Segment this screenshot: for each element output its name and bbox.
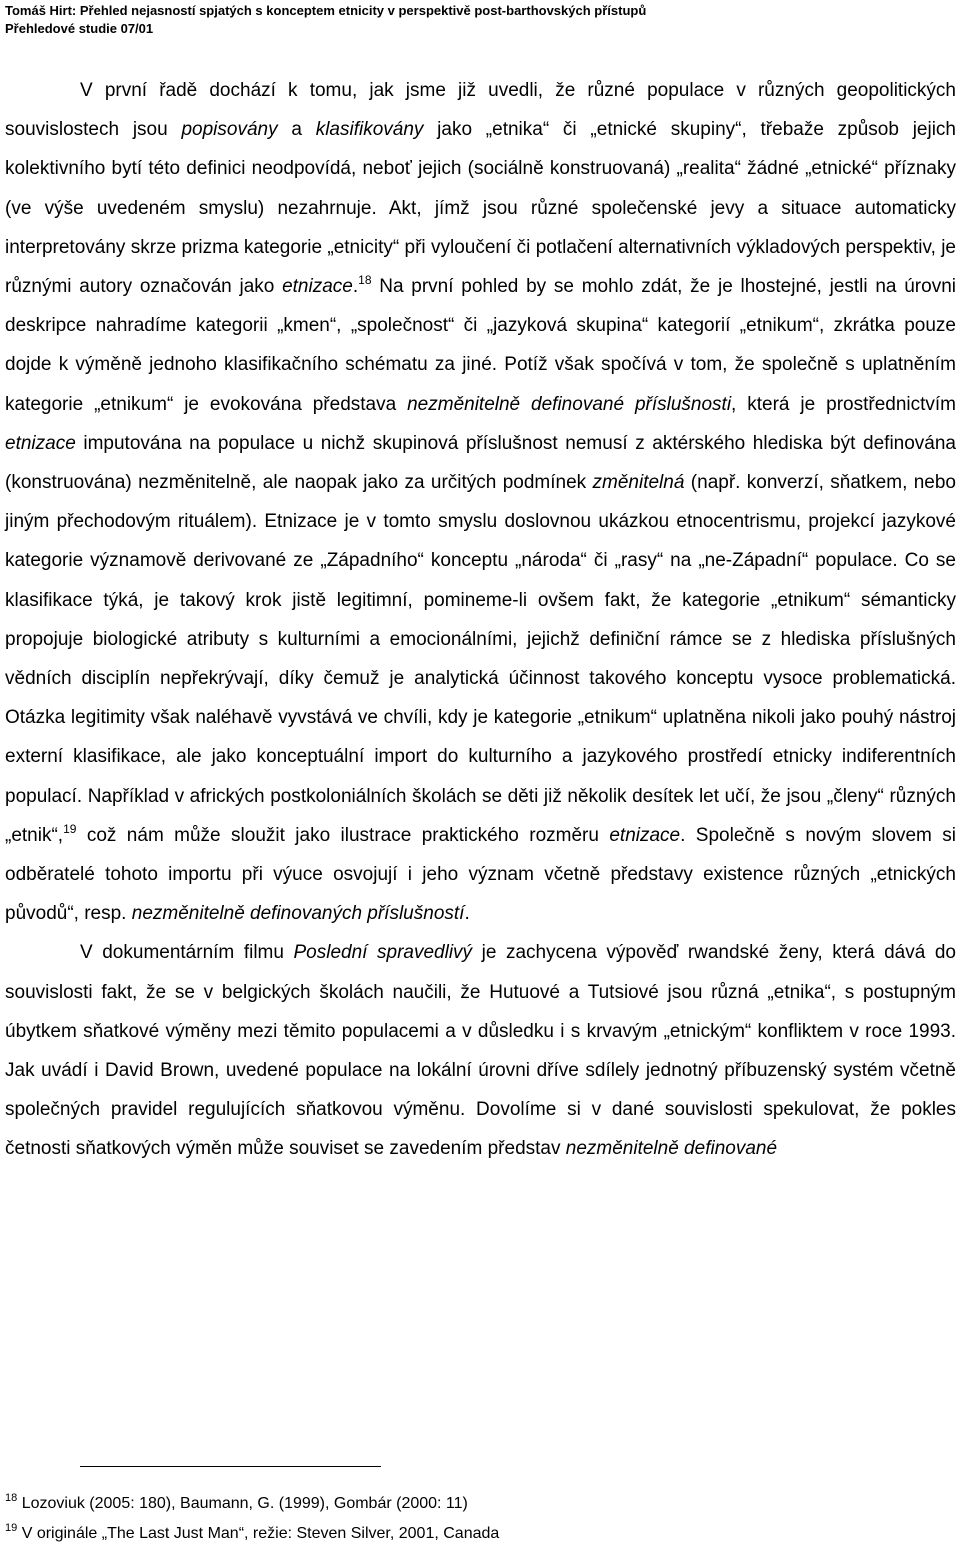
footnote-18 xyxy=(5,1489,945,1519)
text-run: (např. konverzí, sňatkem, nebo jiným přechodovým rituálem). Etnizace je v tomto smyslu doslovnou ukázkou etnocentrismu, projekcí jazykové kategorie významově derivované ze „Západního“ konceptu „národa“ či „rasy“ na „ne-Západní“ populace. Co se klasifikace týká, je takový krok jistě legitimní, pomineme-li ovšem fakt, že kategorie „etnikum“ sémanticky propojuje biologické atributy s kulturními a emocionálními, jejichž definiční rámce se z hlediska příslušných vědních disciplín nepřekrývají, díky čemuž je analytická účinnost takového konceptu vysoce problematická. Otázka legitimity však naléhavě vyvstává ve chvíli, kdy je kategorie „etnikum“ uplatněna nikoli jako pouhý nástroj externí klasifikace, ale jako konceptuální import do kulturního a jazykového prostředí etnicky indiferentních populací. Například v afrických postkoloniálních školách se děti již několik desítek let učí, že jsou „členy“ různých „etnik“, xyxy=(5,472,956,846)
text-run: a xyxy=(277,119,316,141)
italic-term: změnitelná xyxy=(592,472,685,494)
italic-term: etnizace xyxy=(609,824,681,846)
film-title: Poslední spravedlivý xyxy=(293,942,473,964)
text-run: je zachycena výpověď rwandské ženy, která dává do souvislosti fakt, že se v belgických školách naučili, že Hutuové a Tutsiové jsou různá „etnika“, s postupným úbytkem sňatkové výměny mezi těmito populacemi a v důsledku i s krvavým „etnickým“ konfliktem v roce 1993. Jak uvádí i David Brown, uvedené populace na lokální úrovni dříve sdílely jednotný příbuzenský systém včetně společných pravidel regulujících sňatkovou výměnu. Dovolíme si v dané souvislosti spekulovat, že pokles četnosti sňatkových výměn může souviset se zavedením představ xyxy=(5,942,956,1160)
italic-term: popisovány xyxy=(181,119,278,141)
text-run: V dokumentárním filmu xyxy=(80,942,294,964)
text-run: , která je prostřednictvím xyxy=(731,393,956,415)
italic-term: klasifikovány xyxy=(315,119,424,141)
italic-term: nezměnitelně definované xyxy=(565,1138,778,1160)
text-run: což nám může sloužit jako ilustrace praktického rozměru xyxy=(76,824,610,846)
text-run: imputována na populace u nichž skupinová příslušnost nemusí z aktérského hlediska být definována (konstruována) nezměnitelně, ale naopak jako za určitých podmínek xyxy=(5,432,956,494)
text-run: V první řadě dochází k tomu, jak jsme již uvedli, že různé populace v různých geopolitických souvislostech jsou xyxy=(5,80,956,141)
italic-term: etnizace xyxy=(282,276,353,298)
paragraph-2 xyxy=(5,933,956,1168)
footnote-text: V originále „The Last Just Man“, režie: Steven Silver, 2001, Canada xyxy=(17,1525,500,1542)
italic-term: etnizace xyxy=(5,432,76,454)
italic-term: nezměnitelně definované příslušnosti xyxy=(407,393,732,415)
italic-term: nezměnitelně definovaných příslušností xyxy=(131,903,465,925)
text-run: Na první pohled by se mohlo zdát, že je lhostejné, jestli na úrovni deskripce nahradíme kategorii „kmen“, „společnost“ či „jazyková skupina“ kategorií „etnikum“, zkrátka pouze dojde k výměně jednoho klasifikačního schématu za jiné. Potíž však spočívá v tom, že společně s uplatněním kategorie „etnikum“ je evokována představa xyxy=(5,276,956,415)
text-run: . xyxy=(464,903,470,925)
footnote-text: Lozoviuk (2005: 180), Baumann, G. (1999), Gombár (2000: 11) xyxy=(17,1495,468,1512)
footnote-separator xyxy=(80,1466,381,1467)
paragraph-1 xyxy=(5,71,956,933)
header-series: Přehledové studie 07/01 xyxy=(5,20,154,36)
header-title: Tomáš Hirt: Přehled nejasností spjatých s konceptem etnicity v perspektivě post-barthovských přístupů xyxy=(5,3,647,18)
footnote-19 xyxy=(5,1519,945,1549)
footnote-ref-18[interactable]: 18 xyxy=(358,273,372,288)
footnote-number: 19 xyxy=(5,1522,18,1534)
main-text xyxy=(5,71,956,1169)
text-run: . Společně s novým slovem si odběratelé tohoto importu při výuce osvojují i jeho význam včetně představy existence různých „etnických původů“, resp. xyxy=(5,824,956,925)
text-run: . xyxy=(352,276,359,298)
footnote-number: 18 xyxy=(5,1492,18,1504)
running-header xyxy=(5,2,646,37)
text-run: jako „etnika“ či „etnické skupiny“, třebaže způsob jejich kolektivního bytí této definici neodpovídá, neboť jejich (sociálně konstruovaná) „realita“ žádné „etnické“ příznaky (ve výše uvedeném smyslu) nezahrnuje. Akt, jímž jsou různé společenské jevy a situace automaticky interpretovány skrze prizma kategorie „etnicity“ při vyloučení či potlačení alternativních výkladových perspektiv, je různými autory označován jako xyxy=(5,119,956,298)
footnotes xyxy=(5,1489,945,1549)
footnote-ref-19[interactable]: 19 xyxy=(63,821,77,836)
